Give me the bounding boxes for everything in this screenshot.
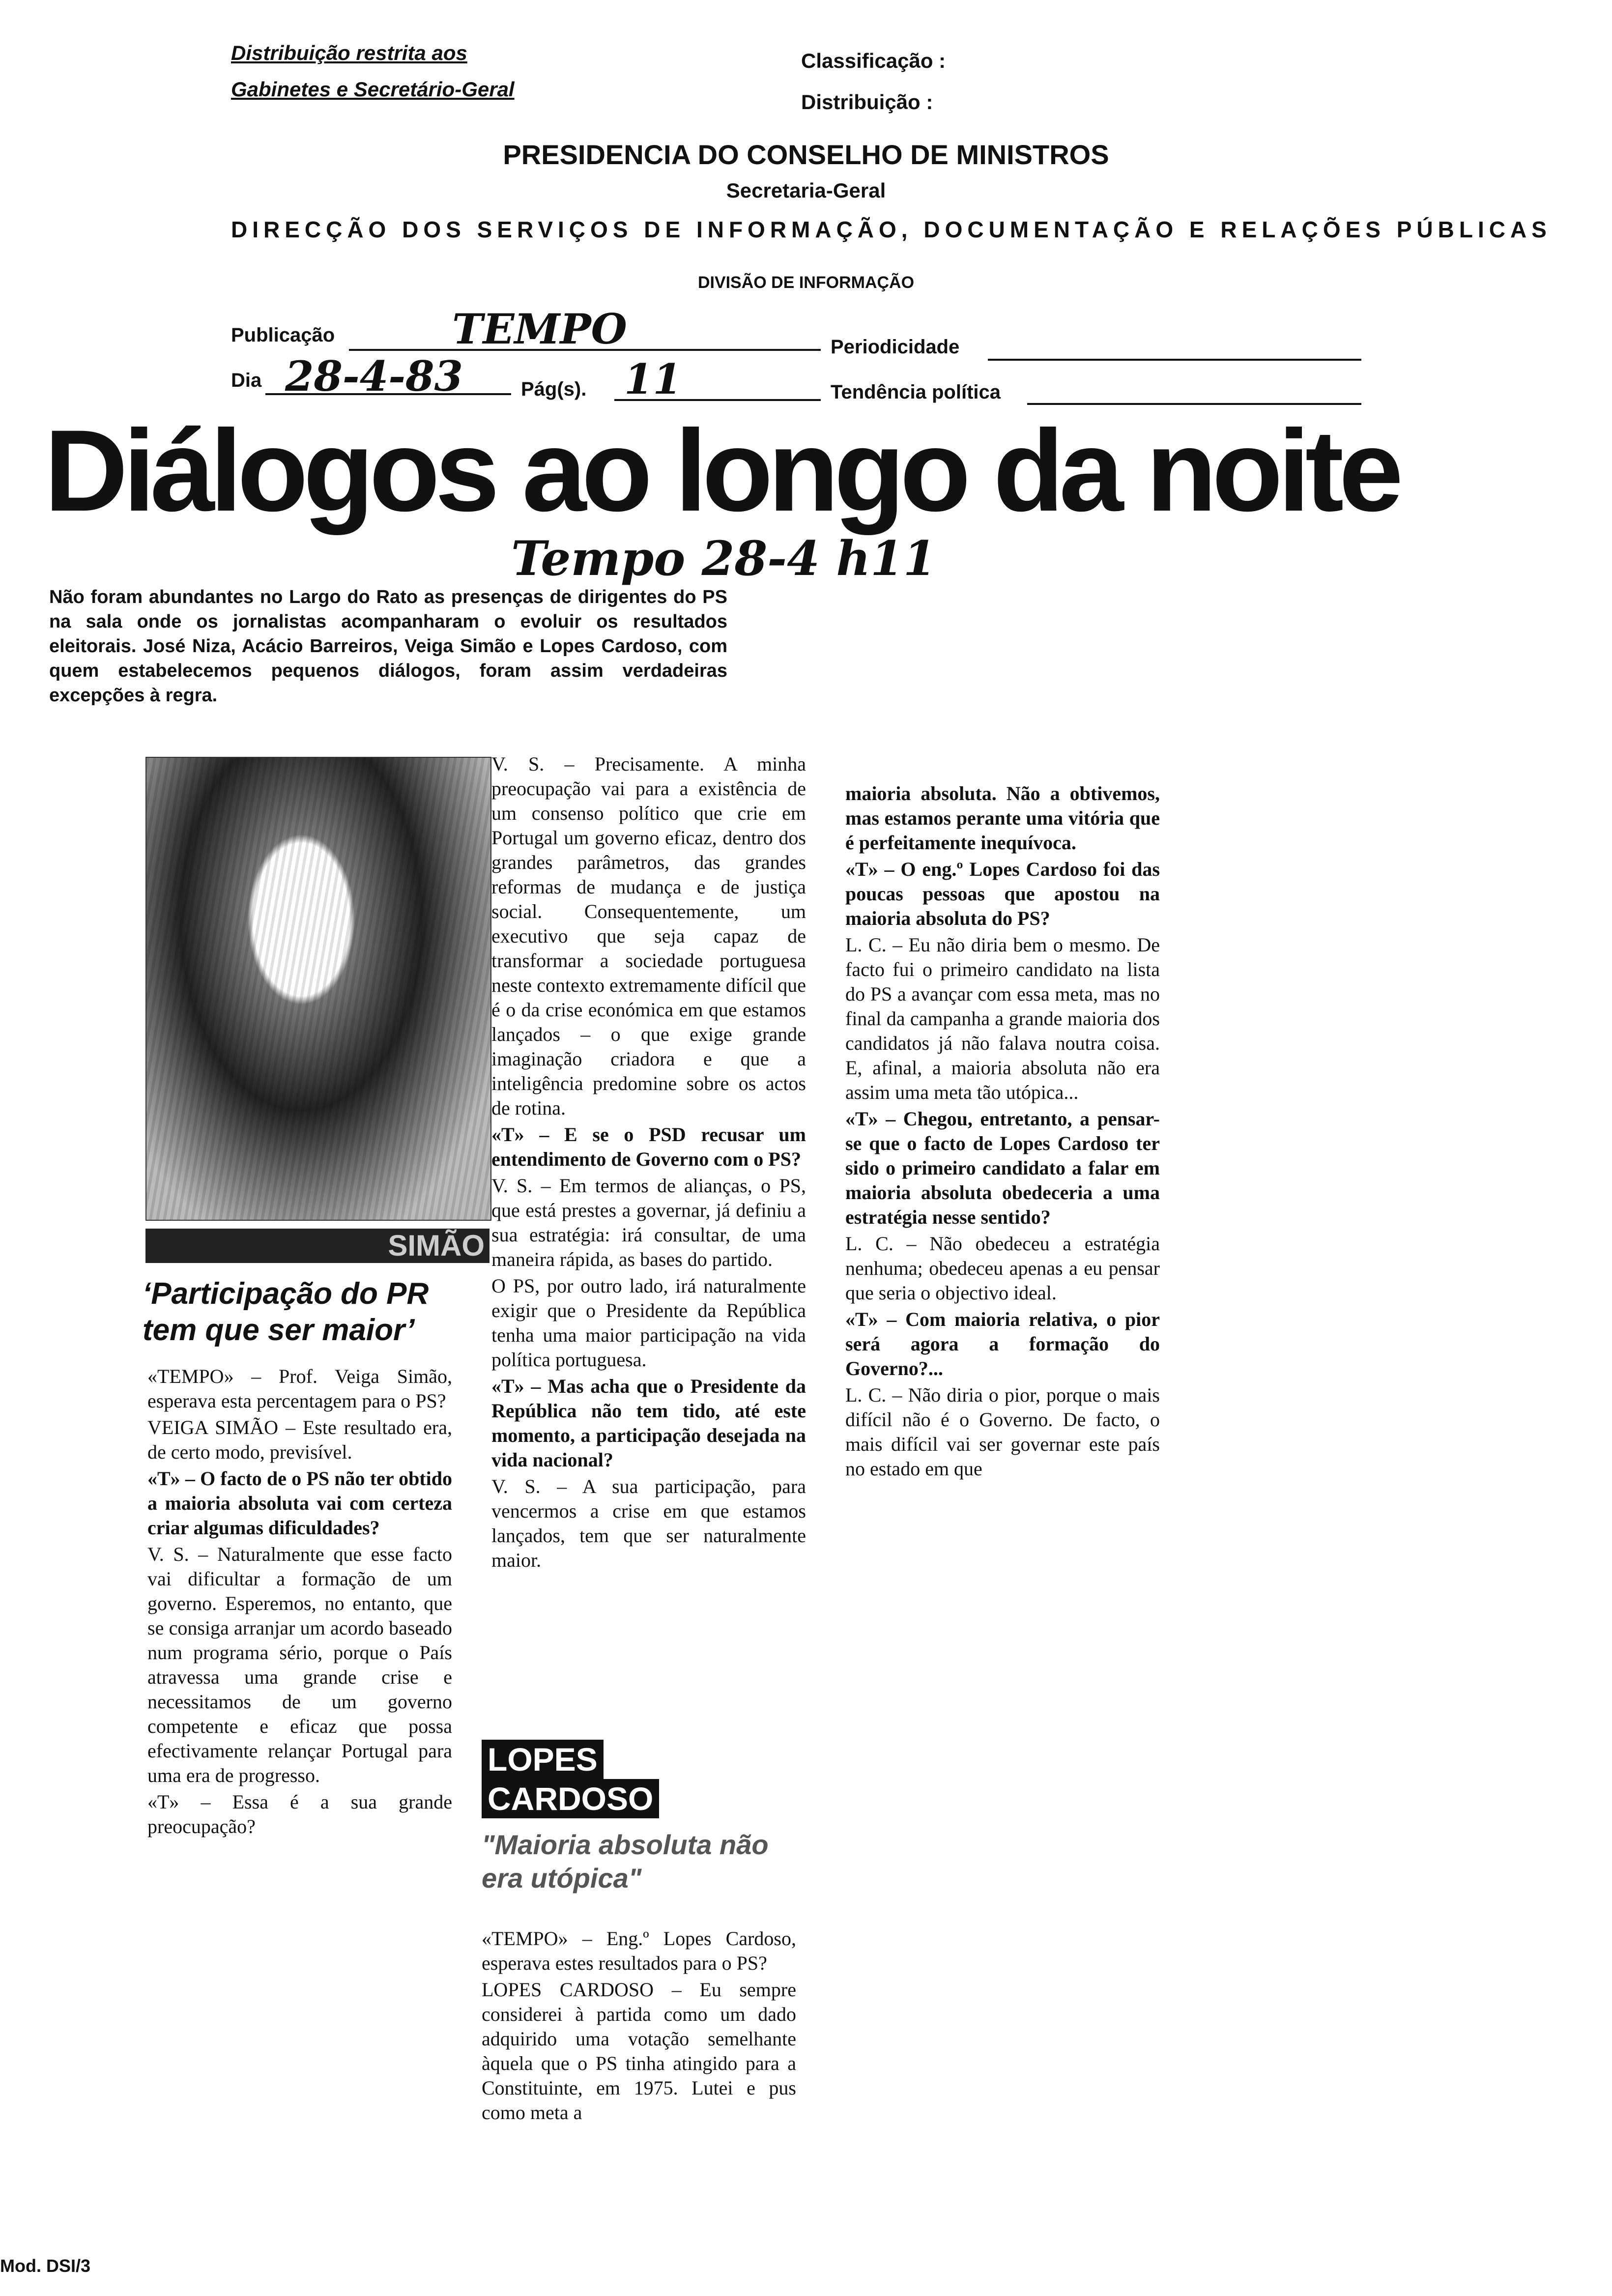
- pages-label: Pág(s).: [521, 378, 587, 400]
- column-1: [147, 1364, 452, 1841]
- col3-para-1: maioria absoluta. Não a obtivemos, mas estamos perante uma vitória que é perfeitamente inequívoca.: [845, 782, 1160, 854]
- directorate-title: DIRECÇÃO DOS SERVIÇOS DE INFORMAÇÃO, DOCUMENTAÇÃO E RELAÇÕES PÚBLICAS: [231, 217, 1552, 242]
- col2b-para-2: LOPES CARDOSO – Eu sempre considerei à partida como um dado adquirido uma votação semelhante àquela que o PS tinha atingido para a Constituinte, em 1975. Lutei e pus como meta a: [482, 1979, 796, 2124]
- column-2: [491, 752, 806, 1575]
- day-handwritten: 28-4-83: [285, 352, 463, 401]
- distribution-restricted-line1: Distribuição restrita aos: [231, 41, 467, 64]
- col3-para-7: L. C. – Não diria o pior, porque o mais difícil não é o Governo. De facto, o mais difícil vai ser governar este país no estado em que: [845, 1384, 1160, 1480]
- col2-para-4: O PS, por outro lado, irá naturalmente exigir que o Presidente da República tenha uma maior participação na vida política portuguesa.: [491, 1275, 806, 1371]
- secretariat-title: Secretaria-Geral: [726, 179, 886, 202]
- photo-nameplate: SIMÃO: [145, 1229, 489, 1263]
- tag-lopes: LOPES: [482, 1740, 604, 1779]
- col2-para-2: «T» – E se o PSD recusar um entendimento de Governo com o PS?: [491, 1123, 806, 1170]
- col3-para-6: «T» – Com maioria relativa, o pior será agora a formação do Governo?...: [845, 1308, 1160, 1379]
- col3-para-4: «T» – Chegou, entretanto, a pensar-se que o facto de Lopes Cardoso ter sido o primeiro candidato a falar em maioria absoluta obedeceria a uma estratégia nesse sentido?: [845, 1108, 1160, 1228]
- col1-para-5: «T» – Essa é a sua grande preocupação?: [147, 1791, 452, 1837]
- col2-para-1: V. S. – Precisamente. A minha preocupação vai para a existência de um consenso político que crie em Portugal um governo eficaz, dentro dos grandes parâmetros, das grandes reformas de mudança e de justiça social. Consequentemente, um executivo que seja capaz de transformar a sociedade portuguesa neste contexto extremamente difícil que é o da crise económica em que estamos lançados – o que exige grande imaginação criadora e que a inteligência predomine sobre os actos de rotina.: [491, 753, 806, 1119]
- periodicity-line: [988, 359, 1361, 361]
- division-title: DIVISÃO DE INFORMAÇÃO: [697, 273, 915, 292]
- periodicity-label: Periodicidade: [831, 336, 960, 358]
- col1-para-2: VEIGA SIMÃO – Este resultado era, de certo modo, previsível.: [147, 1416, 452, 1463]
- col1-para-4: V. S. – Naturalmente que esse facto vai dificultar a formação de um governo. Esperemos, no entanto, que se consiga arranjar um acordo baseado num programa sério, porque o País atravessa uma grande crise e necessitamos de um governo competente e eficaz que possa efectivamente relançar Portugal para uma era de progresso.: [147, 1543, 452, 1786]
- tag-cardoso: CARDOSO: [482, 1779, 659, 1818]
- classification-label: Classificação :: [801, 49, 946, 72]
- col2-para-3: V. S. – Em termos de alianças, o PS, que está prestes a governar, já definiu a sua estratégia: irá consultar, de uma maneira rápida, as bases do partido.: [491, 1175, 806, 1270]
- quote-lopes-cardoso: "Maioria absoluta não era utópica": [482, 1829, 769, 1894]
- article-headline: Diálogos ao longo da noite: [44, 406, 1399, 536]
- political-tendency-label: Tendência política: [831, 381, 1001, 403]
- handwritten-reference: Tempo 28-4 h11: [511, 531, 936, 586]
- publication-label: Publicação: [231, 324, 335, 346]
- publication-handwritten: TEMPO: [452, 305, 627, 353]
- presidency-title: PRESIDENCIA DO CONSELHO DE MINISTROS: [503, 139, 1109, 170]
- article-intro: Não foram abundantes no Largo do Rato as presenças de dirigentes do PS na sala onde os jornalistas acompanharam o evoluir os resultados eleitorais. José Niza, Acácio Barreiros, Veiga Simão e Lopes Cardoso, com quem estabelecemos pequenos diálogos, foram assim verdadeiras excepções à regra.: [49, 587, 727, 706]
- veiga-simao-photo: [145, 757, 491, 1221]
- col3-para-2: «T» – O eng.º Lopes Cardoso foi das poucas pessoas que apostou na maioria absoluta do PS?: [845, 858, 1160, 929]
- distribution-restricted-line2: Gabinetes e Secretário-Geral: [231, 78, 515, 101]
- column-3: [845, 781, 1160, 1483]
- distribution-label: Distribuição :: [801, 90, 933, 114]
- col3-para-3: L. C. – Eu não diria bem o mesmo. De facto fui o primeiro candidato na lista do PS a avançar com essa meta, mas no final da campanha a grande maioria dos candidatos já não falava noutra coisa. E, afinal, a maioria absoluta não era assim uma meta tão utópica...: [845, 934, 1160, 1103]
- column-2b: [482, 1926, 796, 2127]
- lopes-cardoso-tag: [482, 1740, 801, 1818]
- model-code: Mod. DSI/3: [0, 2256, 91, 2276]
- pages-handwritten: 11: [624, 355, 682, 403]
- col2-para-5: «T» – Mas acha que o Presidente da República não tem tido, até este momento, a participação desejada na vida nacional?: [491, 1375, 806, 1471]
- col3-para-5: L. C. – Não obedeceu a estratégia nenhuma; obedeceu apenas a eu pensar que seria o objectivo ideal.: [845, 1233, 1160, 1304]
- col2-para-6: V. S. – A sua participação, para vencermos a crise em que estamos lançados, tem que ser naturalmente maior.: [491, 1475, 806, 1571]
- col1-para-1: «TEMPO» – Prof. Veiga Simão, esperava esta percentagem para o PS?: [147, 1365, 452, 1412]
- caption-veiga-simao: ‘Participação do PR tem que ser maior’: [143, 1277, 429, 1347]
- col2b-para-1: «TEMPO» – Eng.º Lopes Cardoso, esperava estes resultados para o PS?: [482, 1927, 796, 1974]
- day-label: Dia: [231, 370, 262, 391]
- col1-para-3: «T» – O facto de o PS não ter obtido a maioria absoluta vai com certeza criar algumas dificuldades?: [147, 1467, 452, 1539]
- political-tendency-line: [1027, 403, 1361, 405]
